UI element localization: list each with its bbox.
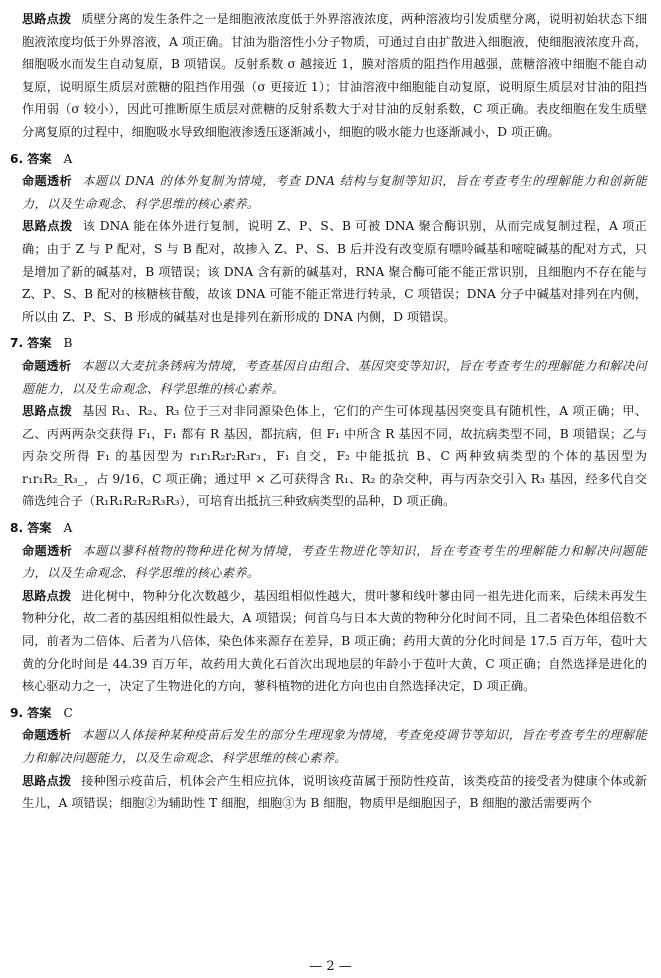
q8-intro-text: 本题以蓼科植物的物种进化树为情境，考查生物进化等知识，旨在考查考生的理解能力和解决问题能力，以及生命观念、科学思维的核心素养。 [22,543,648,581]
q6-answer-line [10,148,647,171]
q8-analysis [22,585,647,698]
q7-analysis-text: 基因 R₁、R₂、R₃ 位于三对非同源染色体上，它们的产生可体现基因突变具有随机性，A 项正确；甲、乙、丙两两杂交获得 F₁，F₁ 都有 R 基因，都抗病，但 F₁ 中所含 R 基因不同，故抗病类型不同，B 项错误；乙与丙杂交所得 F₁ 的基因型为 r₁r₁R₂r₂R₃r₃，F₁ 自交，F₂ 中能抵抗 B、C 两种致病类型的个体的基因型为 r₁r₁R₂_R₃_，占 9/16，C 项正确；通过甲 × 乙可获得含 R₁、R₂ 的杂交种，再与丙杂交引入 R₃ 基因，经多代自交筛选纯合子（R₁R₁R₂R₂R₃R₃），可培育出抵抗三种致病类型的品种，D 项正确。 [22,404,648,509]
q9-analysis-text: 接种图示疫苗后，机体会产生相应抗体，说明该疫苗属于预防性疫苗，该类疫苗的接受者为健康个体或新生儿，A 项错误；细胞②为辅助性 T 细胞，细胞③为 B 细胞，物质甲是细胞因子，B 细胞的激活需要两个 [22,773,648,811]
q7-block [10,332,648,513]
q8-analysis-label: 思路点拨 [22,588,72,603]
q6-analysis-label: 思路点拨 [22,219,73,234]
q7-analysis [22,400,647,513]
q6-intro-text: 本题以 DNA 的体外复制为情境，考查 DNA 结构与复制等知识，旨在考查考生的理解能力和创新能力，以及生命观念、科学思维的核心素养。 [22,174,647,211]
q8-answer-label: 答案 [27,521,52,536]
q9-answer-line [10,702,647,725]
q6-analysis [22,215,647,328]
q9-block [10,702,648,815]
q9-intro-text: 本题以人体接种某种疫苗后发生的部分生理现象为情境，考查免疫调节等知识，旨在考查考生的理解能力和解决问题能力，以及生命观念、科学思维的核心素养。 [22,728,647,765]
q5-analysis-text: 质壁分离的发生条件之一是细胞液浓度低于外界溶液浓度，两种溶液均引发质壁分离，说明初始状态下细胞液浓度均低于外界溶液，A 项正确。甘油为脂溶性小分子物质，可通过自由扩散进入细胞液，使细胞液浓度升高，细胞吸水而发生自动复原，B 项错误。反射系数 σ 越接近 1，膜对溶质的阻挡作用越强，蔗糖溶液中细胞不能自动复原，说明原生质层对蔗糖的阻挡作用强（σ 更接近 1）；甘油溶液中细胞能自动复原，说明原生质层对甘油的阻挡作用弱（σ 较小），因此可推断原生质层对蔗糖的反射系数大于对甘油的反射系数，C 项正确。表皮细胞在发生质壁分离复原的过程中，细胞吸水导致细胞液渗透压逐渐减小，细胞的吸水能力也逐渐减小，D 项正确。 [22,12,648,139]
q6-block [10,148,647,329]
q6-analysis-text: 该 DNA 能在体外进行复制，说明 Z、P、S、B 可被 DNA 聚合酶识别，从而完成复制过程，A 项正确；由于 Z 与 P 配对，S 与 B 配对，故掺入 Z、P、S、B 后并没有改变原有嘌呤碱基和嘧啶碱基的配对方式，只是增加了新的碱基对，B 项错误；该 DNA 含有新的碱基对，RNA 聚合酶可能不能正常识别，且细胞内不存在能与 Z、P、S、B 配对的核糖核苷酸，故该 DNA 可能不能正常进行转录，C 项错误；DNA 分子中碱基对排列在内侧，所以由 Z、P、S、B 形成的碱基对也是排列在新形成的 DNA 内侧，D 项错误。 [22,219,647,324]
q7-answer-line [10,332,647,355]
q7-intro-label: 命题透析 [22,358,72,373]
q5-block [22,8,647,144]
q6-intro [22,170,647,215]
q7-analysis-label: 思路点拨 [22,404,73,419]
q7-answer-label: 答案 [27,336,52,351]
q8-intro [22,540,647,585]
q7-answer-value: B [63,336,73,351]
q8-answer-line [10,517,647,540]
q9-answer-label: 答案 [27,705,52,720]
q7-intro [22,355,647,400]
q9-intro-label: 命题透析 [22,728,72,743]
q8-answer-value: A [63,521,73,536]
q6-answer-value: A [63,151,73,166]
q6-number: 6. [10,151,24,166]
q8-number: 8. [10,521,24,536]
q6-answer-label: 答案 [27,151,52,166]
q5-analysis [22,8,647,144]
page-number: — 2 — [309,959,352,974]
q7-intro-text: 本题以大麦抗条锈病为情境，考查基因自由组合、基因突变等知识，旨在考查考生的理解能力和解决问题能力，以及生命观念、科学思维的核心素养。 [22,358,647,396]
q9-intro [22,724,647,769]
q9-analysis-label: 思路点拨 [22,773,72,788]
q8-block [10,517,648,698]
q9-answer-value: C [63,705,73,720]
q9-analysis [22,770,647,815]
q8-analysis-text: 进化树中，物种分化次数越少，基因组相似性越大，贯叶蓼和线叶蓼由同一祖先进化而来，后续未再发生物种分化，故二者的基因组相似性最大，A 项错误；何首乌与日本大黄的物种分化时间不同，且二者染色体组倍数不同，前者为二倍体、后者为八倍体，染色体来源存在差异，B 项正确；药用大黄的分化时间是 17.5 百万年，苞叶大黄的分化时间是 44.39 百万年，故药用大黄化石首次出现地层的年龄小于苞叶大黄，C 项正确；自然选择是进化的核心驱动力之一，决定了生物进化的方向，蓼科植物的进化方向也由自然选择决定，D 项正确。 [22,588,648,694]
q8-intro-label: 命题透析 [22,543,73,558]
q9-number: 9. [10,705,24,720]
q5-analysis-label: 思路点拨 [22,12,72,26]
q7-number: 7. [10,336,24,351]
q6-intro-label: 命题透析 [22,174,73,189]
